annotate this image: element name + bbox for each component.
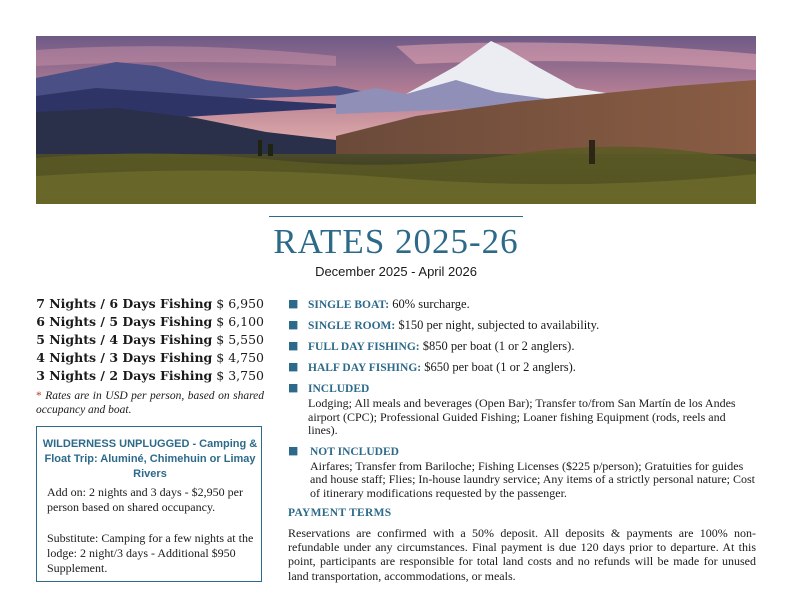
rate-label: 4 Nights / 3 Days Fishing	[36, 350, 213, 365]
wilderness-unplugged-box	[36, 426, 262, 582]
included-label: INCLUDED	[308, 383, 370, 395]
feature-single-room	[288, 318, 756, 333]
title-rule	[269, 216, 523, 217]
rates-list	[36, 295, 264, 385]
feature-single-boat	[288, 297, 756, 312]
rate-label: 7 Nights / 6 Days Fishing	[36, 296, 213, 311]
footnote-text: Rates are in USD per person, based on shared occupancy and boat.	[36, 390, 264, 416]
rate-row	[36, 295, 264, 313]
bullet-icon: ■	[288, 360, 299, 373]
rate-label: 6 Nights / 5 Days Fishing	[36, 314, 213, 329]
rates-footnote	[36, 389, 264, 417]
rate-row	[36, 331, 264, 349]
feature-text: $850 per boat (1 or 2 anglers).	[422, 339, 575, 353]
bullet-icon: ■	[288, 381, 299, 394]
page-title: RATES 2025-26	[273, 222, 519, 261]
rate-price: $ 5,550	[216, 332, 264, 347]
rate-row	[36, 349, 264, 367]
not-included-label: NOT INCLUDED	[310, 445, 399, 458]
rate-price: $ 6,100	[216, 314, 264, 329]
feature-label: SINGLE ROOM:	[308, 320, 396, 332]
wilderness-title: WILDERNESS UNPLUGGED - Camping & Float Trip: Aluminé, Chimehuin or Limay Rivers	[42, 438, 258, 480]
feature-label: FULL DAY FISHING:	[308, 341, 420, 353]
rate-row	[36, 367, 264, 385]
wilderness-addon: Add on: 2 nights and 3 days - $2,950 per person based on shared occupancy.	[47, 485, 243, 514]
payment-terms-text: Reservations are confirmed with a 50% deposit. All deposits & payments are 100% non-refundable under any circumstances. Final payment is due 120 days prior to departure. At this point, participants are responsible for total land costs and no refunds will be made for unused land transportation, accommodations, or meals.	[288, 526, 756, 583]
bullet-icon: ■	[288, 297, 299, 310]
not-included-text: Airfares; Transfer from Bariloche; Fishing Licenses ($225 p/person); Gratuities for guides and house staff; Flies; In-house laundry service; Any items of a strictly personal nature; Cost of itinerary modifications requested by the passenger.	[310, 458, 756, 500]
feature-text: 60% surcharge.	[392, 297, 470, 311]
feature-label: SINGLE BOAT:	[308, 299, 390, 311]
pricing-features-list	[288, 297, 756, 506]
feature-full-day	[288, 339, 756, 354]
hero-landscape-image	[36, 36, 756, 204]
date-range: December 2025 - April 2026	[315, 264, 477, 279]
bullet-icon: ■	[288, 443, 299, 457]
rate-price: $ 3,750	[216, 368, 264, 383]
rate-price: $ 4,750	[216, 350, 264, 365]
rate-label: 5 Nights / 4 Days Fishing	[36, 332, 213, 347]
included-section	[288, 381, 756, 438]
included-text: Lodging; All meals and beverages (Open Bar); Transfer to/from San Martín de los Andes airport (CPC); Professional Guided Fishing; Loaner fishing Equipment (rods, reels and lines).	[308, 396, 736, 437]
wilderness-substitute: Substitute: Camping for a few nights at the lodge: 2 night/3 days - Additional $950 Supplement.	[47, 531, 254, 575]
not-included-section	[288, 444, 756, 501]
feature-text: $650 per boat (1 or 2 anglers).	[424, 360, 576, 374]
feature-text: $150 per night, subjected to availability.	[398, 318, 600, 332]
feature-half-day	[288, 360, 756, 375]
payment-terms-heading: PAYMENT TERMS	[288, 507, 392, 519]
bullet-icon: ■	[288, 339, 299, 352]
rate-label: 3 Nights / 2 Days Fishing	[36, 368, 213, 383]
footnote-asterisk: *	[36, 390, 42, 402]
feature-label: HALF DAY FISHING:	[308, 362, 422, 374]
bullet-icon: ■	[288, 318, 299, 331]
rate-price: $ 6,950	[216, 296, 264, 311]
rate-row	[36, 313, 264, 331]
